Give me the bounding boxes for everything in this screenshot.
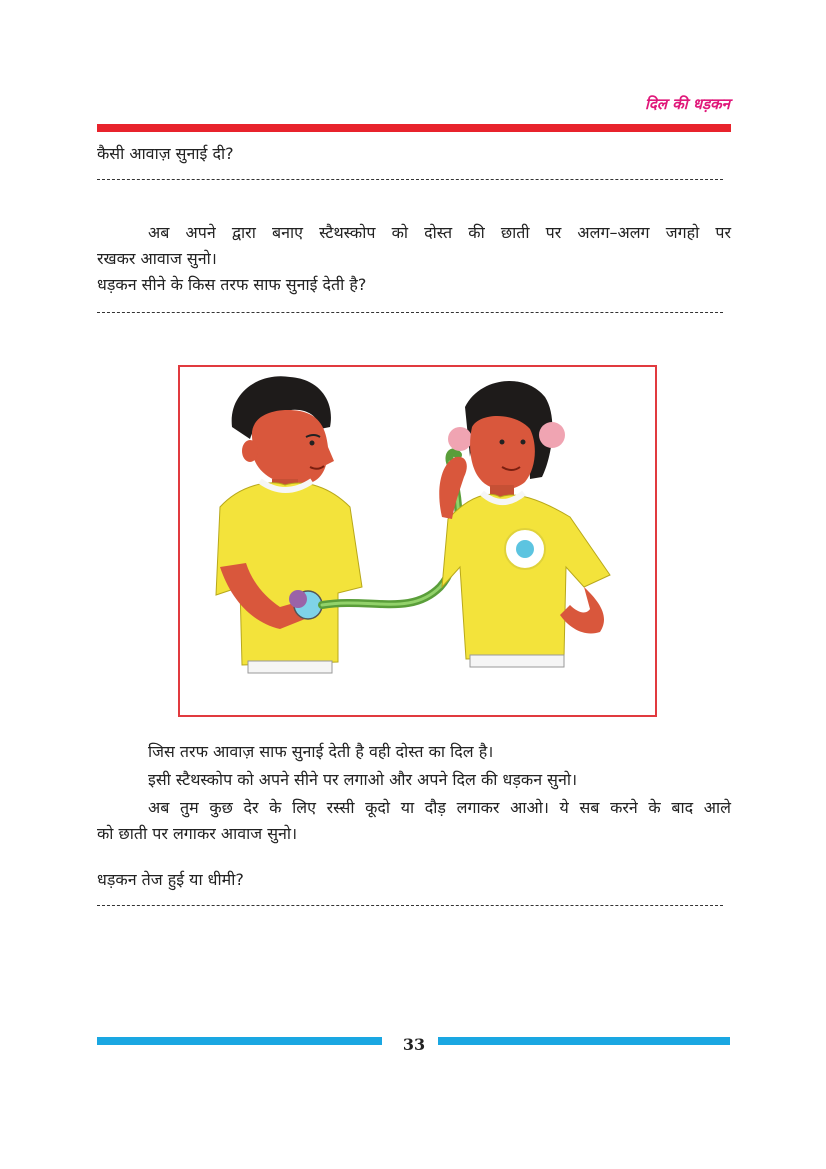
question-3: धड़कन तेज हुई या धीमी? — [97, 870, 244, 889]
answer-line-1 — [97, 179, 723, 180]
children-stethoscope-illustration — [180, 367, 655, 715]
chapter-title: दिल की धड़कन — [645, 95, 730, 113]
para2-line2: इसी स्टैथस्कोप को अपने सीने पर लगाओ और अपने दिल की धड़कन सुनो। — [148, 770, 578, 789]
para2-line1: जिस तरफ आवाज़ साफ सुनाई देती है वही दोस्त का दिल है। — [148, 742, 494, 761]
question-1: कैसी आवाज़ सुनाई दी? — [97, 144, 234, 163]
boy-figure — [216, 376, 362, 673]
para2-line3: अब तुम कुछ देर के लिए रस्सी कूदो या दौड़ लगाकर आओ। ये सब करने के बाद आले — [148, 798, 731, 817]
illustration-frame — [178, 365, 657, 717]
question-2: धड़कन सीने के किस तरफ साफ सुनाई देती है? — [97, 275, 367, 294]
para1-line2: रखकर आवाज सुनो। — [97, 249, 217, 268]
header-rule — [97, 124, 731, 132]
girl-figure — [439, 381, 610, 667]
page-number: 33 — [402, 1035, 426, 1054]
answer-line-3 — [97, 905, 723, 906]
answer-line-2 — [97, 312, 723, 313]
para1-line1: अब अपने द्वारा बनाए स्टैथस्कोप को दोस्त की छाती पर अलग–अलग जगहो पर — [148, 223, 731, 242]
footer-bar-right — [438, 1037, 730, 1045]
para2-line4: को छाती पर लगाकर आवाज सुनो। — [97, 824, 298, 843]
footer-bar-left — [97, 1037, 382, 1045]
